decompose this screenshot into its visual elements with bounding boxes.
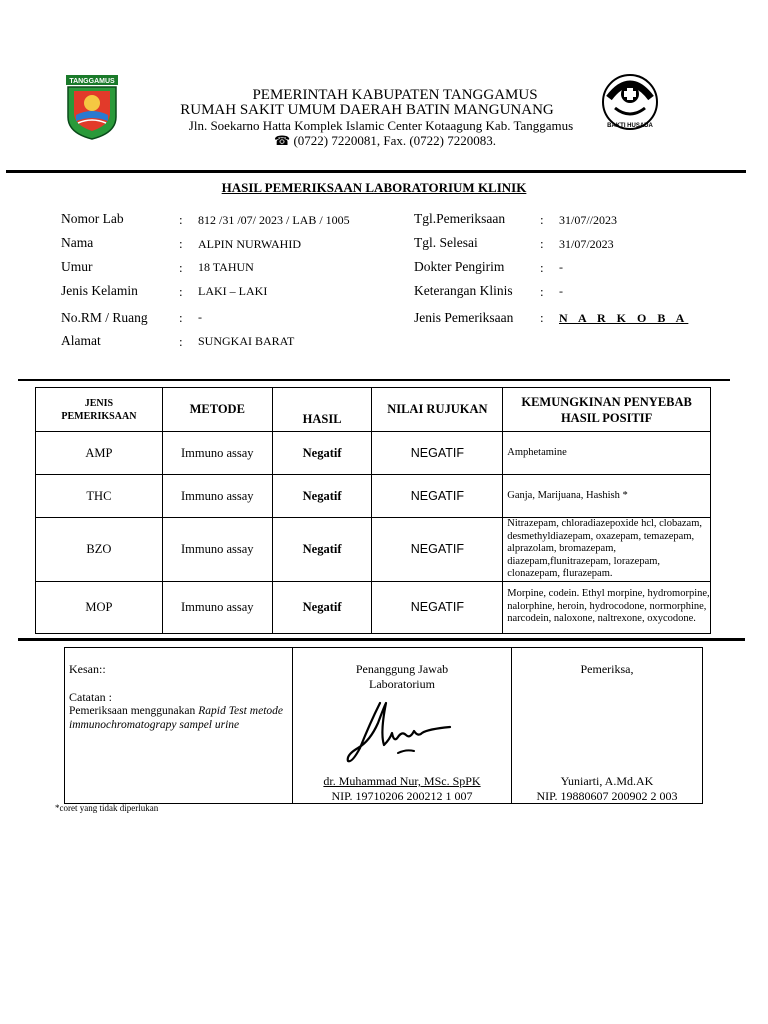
header-rule [6,170,746,173]
nama-label: Nama [61,235,94,250]
no-rm-label: No.RM / Ruang [61,310,148,325]
table-rule [18,638,745,641]
table-row [36,475,711,518]
colon: : [179,284,183,299]
col-header-hasil: HASIL [272,388,372,432]
cell-metode: Immuno assay [162,432,272,475]
cell-metode: Immuno assay [162,518,272,582]
cell-nilai: NEGATIF [372,518,503,582]
header-line-1: PEMERINTAH KABUPATEN TANGGAMUS [252,87,538,103]
umur-label: Umur [61,259,93,274]
table-header-row [36,388,711,432]
doctor-name: dr. Muhammad Nur, MSc. SpPK [323,774,481,788]
col-header-nilai-rujukan: NILAI RUJUKAN [372,388,503,432]
cell-jenis: BZO [36,518,163,582]
cell-kemungkinan: Morpine, codein. Ethyl morpine, hydromorpine, nalorphine, heroin, hydrocodone, normorphine, narcodein, naloxone, naltrexone, oxycodone. [503,581,711,633]
cell-jenis: THC [36,475,163,518]
jenis-kelamin-label: Jenis Kelamin [61,283,138,298]
info-rule [18,379,730,381]
cell-hasil: Negatif [272,475,372,518]
dokter-pengirim-value: - [559,260,563,274]
no-rm-value: - [198,310,202,324]
jenis-pemeriksaan-label: Jenis Pemeriksaan [414,310,514,325]
header-phone: (0722) 7220081, Fax. (0722) 7220083. [293,133,497,148]
logo-left-label: TANGGAMUS [69,78,115,85]
cell-metode: Immuno assay [162,475,272,518]
header-line-3: Jln. Soekarno Hatta Komplek Islamic Center Kotaagung Kab. Tanggamus [188,118,574,133]
phone-icon: ☎ [273,133,291,148]
penanggung-jawab-title: Penanggung Jawab [355,662,449,676]
keterangan-klinis-label: Keterangan Klinis [414,283,513,298]
signature-box [64,647,703,804]
cell-nilai: NEGATIF [372,581,503,633]
alamat-value: SUNGKAI BARAT [198,334,295,348]
pemeriksa-title: Pemeriksa, [580,662,634,676]
footnote: *coret yang tidak diperlukan [55,803,159,813]
header-line-2: RUMAH SAKIT UMUM DAERAH BATIN MANGUNANG [180,102,554,118]
alamat-label: Alamat [61,333,101,348]
umur-value: 18 TAHUN [198,260,254,274]
colon: : [540,310,544,325]
colon: : [540,284,544,299]
cell-kemungkinan: Nitrazepam, chloradiazepoxide hcl, clobazam, desmethyldiazepam, oxazepam, temazepam, alprazolam, bromazepam, diazepam,flunitrazepam, lorazepam, clonazepam, flurazepam. [503,518,711,582]
table-row [36,518,711,582]
kesan-label: Kesan:: [69,662,106,676]
dokter-pengirim-label: Dokter Pengirim [414,259,505,274]
colon: : [179,236,183,251]
jenis-kelamin-value: LAKI – LAKI [198,284,268,298]
header-line-4 [1,133,768,149]
nomor-lab-label: Nomor Lab [61,211,124,226]
jenis-pemeriksaan-value: N A R K O B A [559,311,689,325]
colon: : [179,212,183,227]
pemeriksa-name: Yuniarti, A.Md.AK [560,774,654,788]
nama-value: ALPIN NURWAHID [198,237,301,251]
cell-kemungkinan: Ganja, Marijuana, Hashish * [503,475,711,518]
table-row [36,432,711,475]
tgl-selesai-value: 31/07/2023 [559,237,614,251]
tgl-selesai-label: Tgl. Selesai [414,235,478,250]
colon: : [179,310,183,325]
pemeriksa-nip: NIP. 19880607 200902 2 003 [536,789,678,803]
tgl-pemeriksaan-value: 31/07//2023 [559,213,618,227]
cell-kemungkinan: Amphetamine [503,432,711,475]
catatan-text: Pemeriksaan menggunakan Rapid Test metode immunochromatograpy sampel urine [69,705,283,731]
cell-jenis: MOP [36,581,163,633]
colon: : [540,212,544,227]
table-row [36,581,711,633]
doctor-nip: NIP. 19710206 200212 1 007 [331,789,473,803]
handwritten-signature [340,693,460,779]
cell-hasil: Negatif [272,518,372,582]
results-table [35,387,711,634]
cell-hasil: Negatif [272,432,372,475]
cell-nilai: NEGATIF [372,475,503,518]
col-header-kemungkinan: KEMUNGKINAN PENYEBAB HASIL POSITIF [503,388,711,432]
col-header-jenis: JENIS PEMERIKSAAN [36,388,163,432]
laboratorium-title: Laboratorium [369,677,435,691]
colon: : [179,260,183,275]
colon: : [540,260,544,275]
page-title: HASIL PEMERIKSAAN LABORATORIUM KLINIK [221,180,527,195]
keterangan-klinis-value: - [559,284,563,298]
cell-metode: Immuno assay [162,581,272,633]
nomor-lab-value: 812 /31 /07/ 2023 / LAB / 1005 [198,213,350,227]
col-header-metode: METODE [162,388,272,432]
logo-right-label: BAKTI HUSADA [607,123,653,129]
tgl-pemeriksaan-label: Tgl.Pemeriksaan [414,211,506,226]
colon: : [540,236,544,251]
colon: : [179,334,183,349]
cell-nilai: NEGATIF [372,432,503,475]
catatan-label: Catatan : [69,690,112,704]
cell-hasil: Negatif [272,581,372,633]
cell-jenis: AMP [36,432,163,475]
